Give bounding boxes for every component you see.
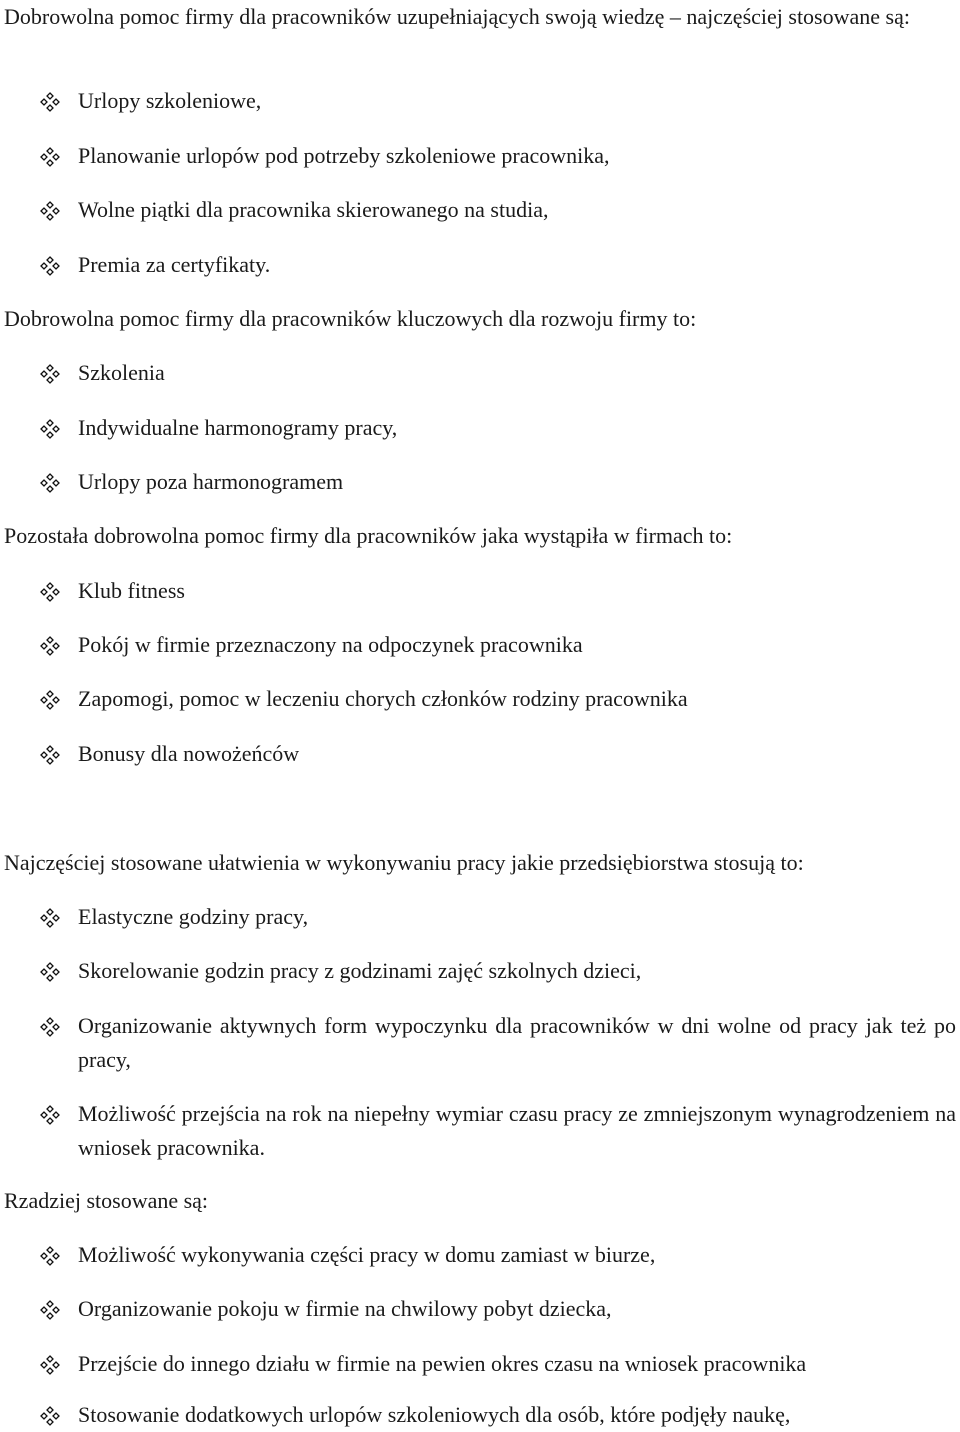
four-diamond-bullet-icon	[40, 473, 60, 493]
list-item	[40, 1009, 956, 1077]
four-diamond-bullet-icon	[40, 1300, 60, 1320]
list-item	[40, 1347, 956, 1381]
four-diamond-bullet-icon	[40, 962, 60, 982]
list-item	[40, 84, 956, 118]
list-item-text: Premia za certyfikaty.	[78, 252, 271, 277]
list-item	[40, 139, 956, 173]
four-diamond-bullet-icon	[40, 1105, 60, 1125]
four-diamond-bullet-icon	[40, 636, 60, 656]
list-item-text: Klub fitness	[78, 578, 185, 603]
list-item-text: Bonusy dla nowożeńców	[78, 741, 300, 766]
list-item	[40, 465, 956, 499]
four-diamond-bullet-icon	[40, 1355, 60, 1375]
list-item-text: Elastyczne godziny pracy,	[78, 904, 309, 929]
list-item	[40, 900, 956, 934]
four-diamond-bullet-icon	[40, 1246, 60, 1266]
list-item-text: Przejście do innego działu w firmie na pewien okres czasu na wniosek pracownika	[78, 1351, 807, 1376]
section-heading: Rzadziej stosowane są:	[4, 1188, 209, 1213]
list-item	[40, 954, 956, 988]
list-item	[40, 1238, 956, 1272]
list-item	[40, 574, 956, 608]
list-item-text: Wolne piątki dla pracownika skierowanego na studia,	[78, 197, 549, 222]
four-diamond-bullet-icon	[40, 92, 60, 112]
four-diamond-bullet-icon	[40, 690, 60, 710]
list-item-text: Urlopy poza harmonogramem	[78, 469, 344, 494]
list-item-text: Planowanie urlopów pod potrzeby szkoleniowe pracownika,	[78, 143, 610, 168]
list-item	[40, 1292, 956, 1326]
four-diamond-bullet-icon	[40, 1406, 60, 1426]
list-item-text: Zapomogi, pomoc w leczeniu chorych członków rodziny pracownika	[78, 686, 688, 711]
four-diamond-bullet-icon	[40, 582, 60, 602]
four-diamond-bullet-icon	[40, 147, 60, 167]
list-item	[40, 1398, 956, 1432]
list-item	[40, 356, 956, 390]
list-item-text: Stosowanie dodatkowych urlopów szkoleniowych dla osób, które podjęły naukę,	[78, 1402, 791, 1427]
list-item	[40, 248, 956, 282]
four-diamond-bullet-icon	[40, 908, 60, 928]
list-item-text: Możliwość przejścia na rok na niepełny wymiar czasu pracy ze zmniejszonym wynagrodzeniem na wniosek pracownika.	[78, 1101, 956, 1160]
list-item	[40, 193, 956, 227]
four-diamond-bullet-icon	[40, 364, 60, 384]
list-item	[40, 682, 956, 716]
section-heading: Dobrowolna pomoc firmy dla pracowników uzupełniających swoją wiedzę – najczęściej stosowane są:	[4, 4, 910, 29]
list-item-text: Możliwość wykonywania części pracy w domu zamiast w biurze,	[78, 1242, 656, 1267]
four-diamond-bullet-icon	[40, 419, 60, 439]
section-heading: Pozostała dobrowolna pomoc firmy dla pracowników jaka wystąpiła w firmach to:	[4, 523, 733, 548]
list-item	[40, 411, 956, 445]
section-heading: Najczęściej stosowane ułatwienia w wykonywaniu pracy jakie przedsiębiorstwa stosują to:	[4, 850, 804, 875]
list-item-text: Pokój w firmie przeznaczony na odpoczynek pracownika	[78, 632, 583, 657]
four-diamond-bullet-icon	[40, 1017, 60, 1037]
list-item-text: Urlopy szkoleniowe,	[78, 88, 262, 113]
four-diamond-bullet-icon	[40, 201, 60, 221]
four-diamond-bullet-icon	[40, 745, 60, 765]
list-item	[40, 1097, 956, 1165]
list-item	[40, 737, 956, 771]
list-item-text: Organizowanie aktywnych form wypoczynku dla pracowników w dni wolne od pracy jak też po pracy,	[78, 1013, 956, 1072]
list-item-text: Skorelowanie godzin pracy z godzinami zajęć szkolnych dzieci,	[78, 958, 642, 983]
list-item	[40, 628, 956, 662]
section-heading: Dobrowolna pomoc firmy dla pracowników kluczowych dla rozwoju firmy to:	[4, 306, 697, 331]
list-item-text: Szkolenia	[78, 360, 165, 385]
list-item-text: Organizowanie pokoju w firmie na chwilowy pobyt dziecka,	[78, 1296, 612, 1321]
list-item-text: Indywidualne harmonogramy pracy,	[78, 415, 398, 440]
four-diamond-bullet-icon	[40, 256, 60, 276]
